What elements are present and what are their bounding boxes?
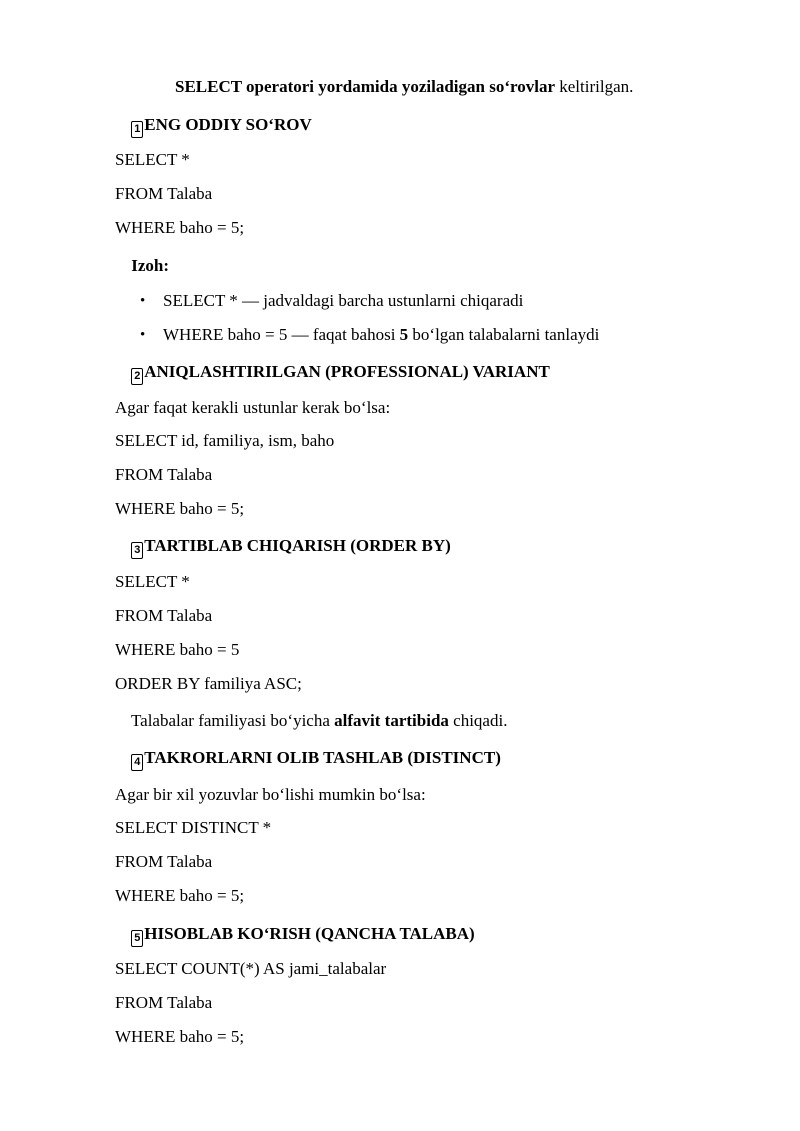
- code-line: FROM Talaba: [115, 465, 213, 484]
- code-line: SELECT COUNT(*) AS jami_talabalar: [115, 959, 387, 978]
- code-line: FROM Talaba: [115, 184, 213, 203]
- note-line: [115, 711, 507, 731]
- note-bold: alfavit tartibida: [334, 711, 449, 730]
- code-line: FROM Talaba: [115, 993, 213, 1012]
- intro-line: [175, 77, 633, 97]
- keycap-4-icon: 4: [131, 754, 143, 771]
- section-4-heading: [115, 748, 501, 771]
- code-line: SELECT *: [115, 150, 190, 169]
- note-text: Talabalar familiyasi bo‘yicha: [130, 711, 335, 730]
- section-5-heading: [115, 924, 475, 947]
- code-line: SELECT *: [115, 572, 190, 591]
- section-1-heading: [115, 115, 312, 138]
- keycap-3-icon: 3: [131, 542, 143, 559]
- section-3-heading: [115, 536, 451, 559]
- keycap-1-icon: 1: [131, 121, 143, 138]
- code-line: FROM Talaba: [115, 606, 213, 625]
- code-line: SELECT DISTINCT *: [115, 818, 272, 837]
- keycap-2-icon: 2: [131, 368, 143, 385]
- bullet-item: SELECT * — jadvaldagi barcha ustunlarni chiqaradi: [163, 291, 524, 310]
- section-1-title: ENG ODDIY SO‘ROV: [144, 115, 312, 134]
- code-line: WHERE baho = 5;: [115, 1027, 245, 1046]
- code-line: WHERE baho = 5;: [115, 886, 245, 905]
- bullet-bold: 5: [399, 325, 409, 344]
- intro-bold: SELECT operatori yordamida yoziladigan so‘rovlar: [175, 77, 556, 96]
- section-2-title: ANIQLASHTIRILGAN (PROFESSIONAL) VARIANT: [144, 362, 550, 381]
- bullet-text: bo‘lgan talabalarni tanlaydi: [408, 325, 600, 344]
- lead-text: Agar bir xil yozuvlar bo‘lishi mumkin bo‘lsa:: [115, 785, 426, 804]
- code-line: WHERE baho = 5;: [115, 218, 245, 237]
- bullet-text: WHERE baho = 5 — faqat bahosi: [163, 325, 400, 344]
- code-line: ORDER BY familiya ASC;: [115, 674, 302, 693]
- bullet-item: [163, 325, 599, 345]
- lead-text: Agar faqat kerakli ustunlar kerak bo‘lsa:: [115, 398, 391, 417]
- bullet-icon: •: [140, 293, 146, 309]
- section-4-title: TAKRORLARNI OLIB TASHLAB (DISTINCT): [144, 748, 501, 767]
- section-5-title: HISOBLAB KO‘RISH (QANCHA TALABA): [144, 924, 475, 943]
- code-line: WHERE baho = 5;: [115, 499, 245, 518]
- section-3-title: TARTIBLAB CHIQARISH (ORDER BY): [144, 536, 451, 555]
- note-text: chiqadi.: [448, 711, 508, 730]
- intro-rest: keltirilgan.: [555, 77, 634, 96]
- note-heading: [115, 256, 169, 276]
- section-2-heading: [115, 362, 550, 385]
- code-line: FROM Talaba: [115, 852, 213, 871]
- code-line: SELECT id, familiya, ism, baho: [115, 431, 335, 450]
- bullet-icon: •: [140, 327, 146, 343]
- keycap-5-icon: 5: [131, 930, 143, 947]
- code-line: WHERE baho = 5: [115, 640, 240, 659]
- note-title: Izoh:: [131, 256, 170, 275]
